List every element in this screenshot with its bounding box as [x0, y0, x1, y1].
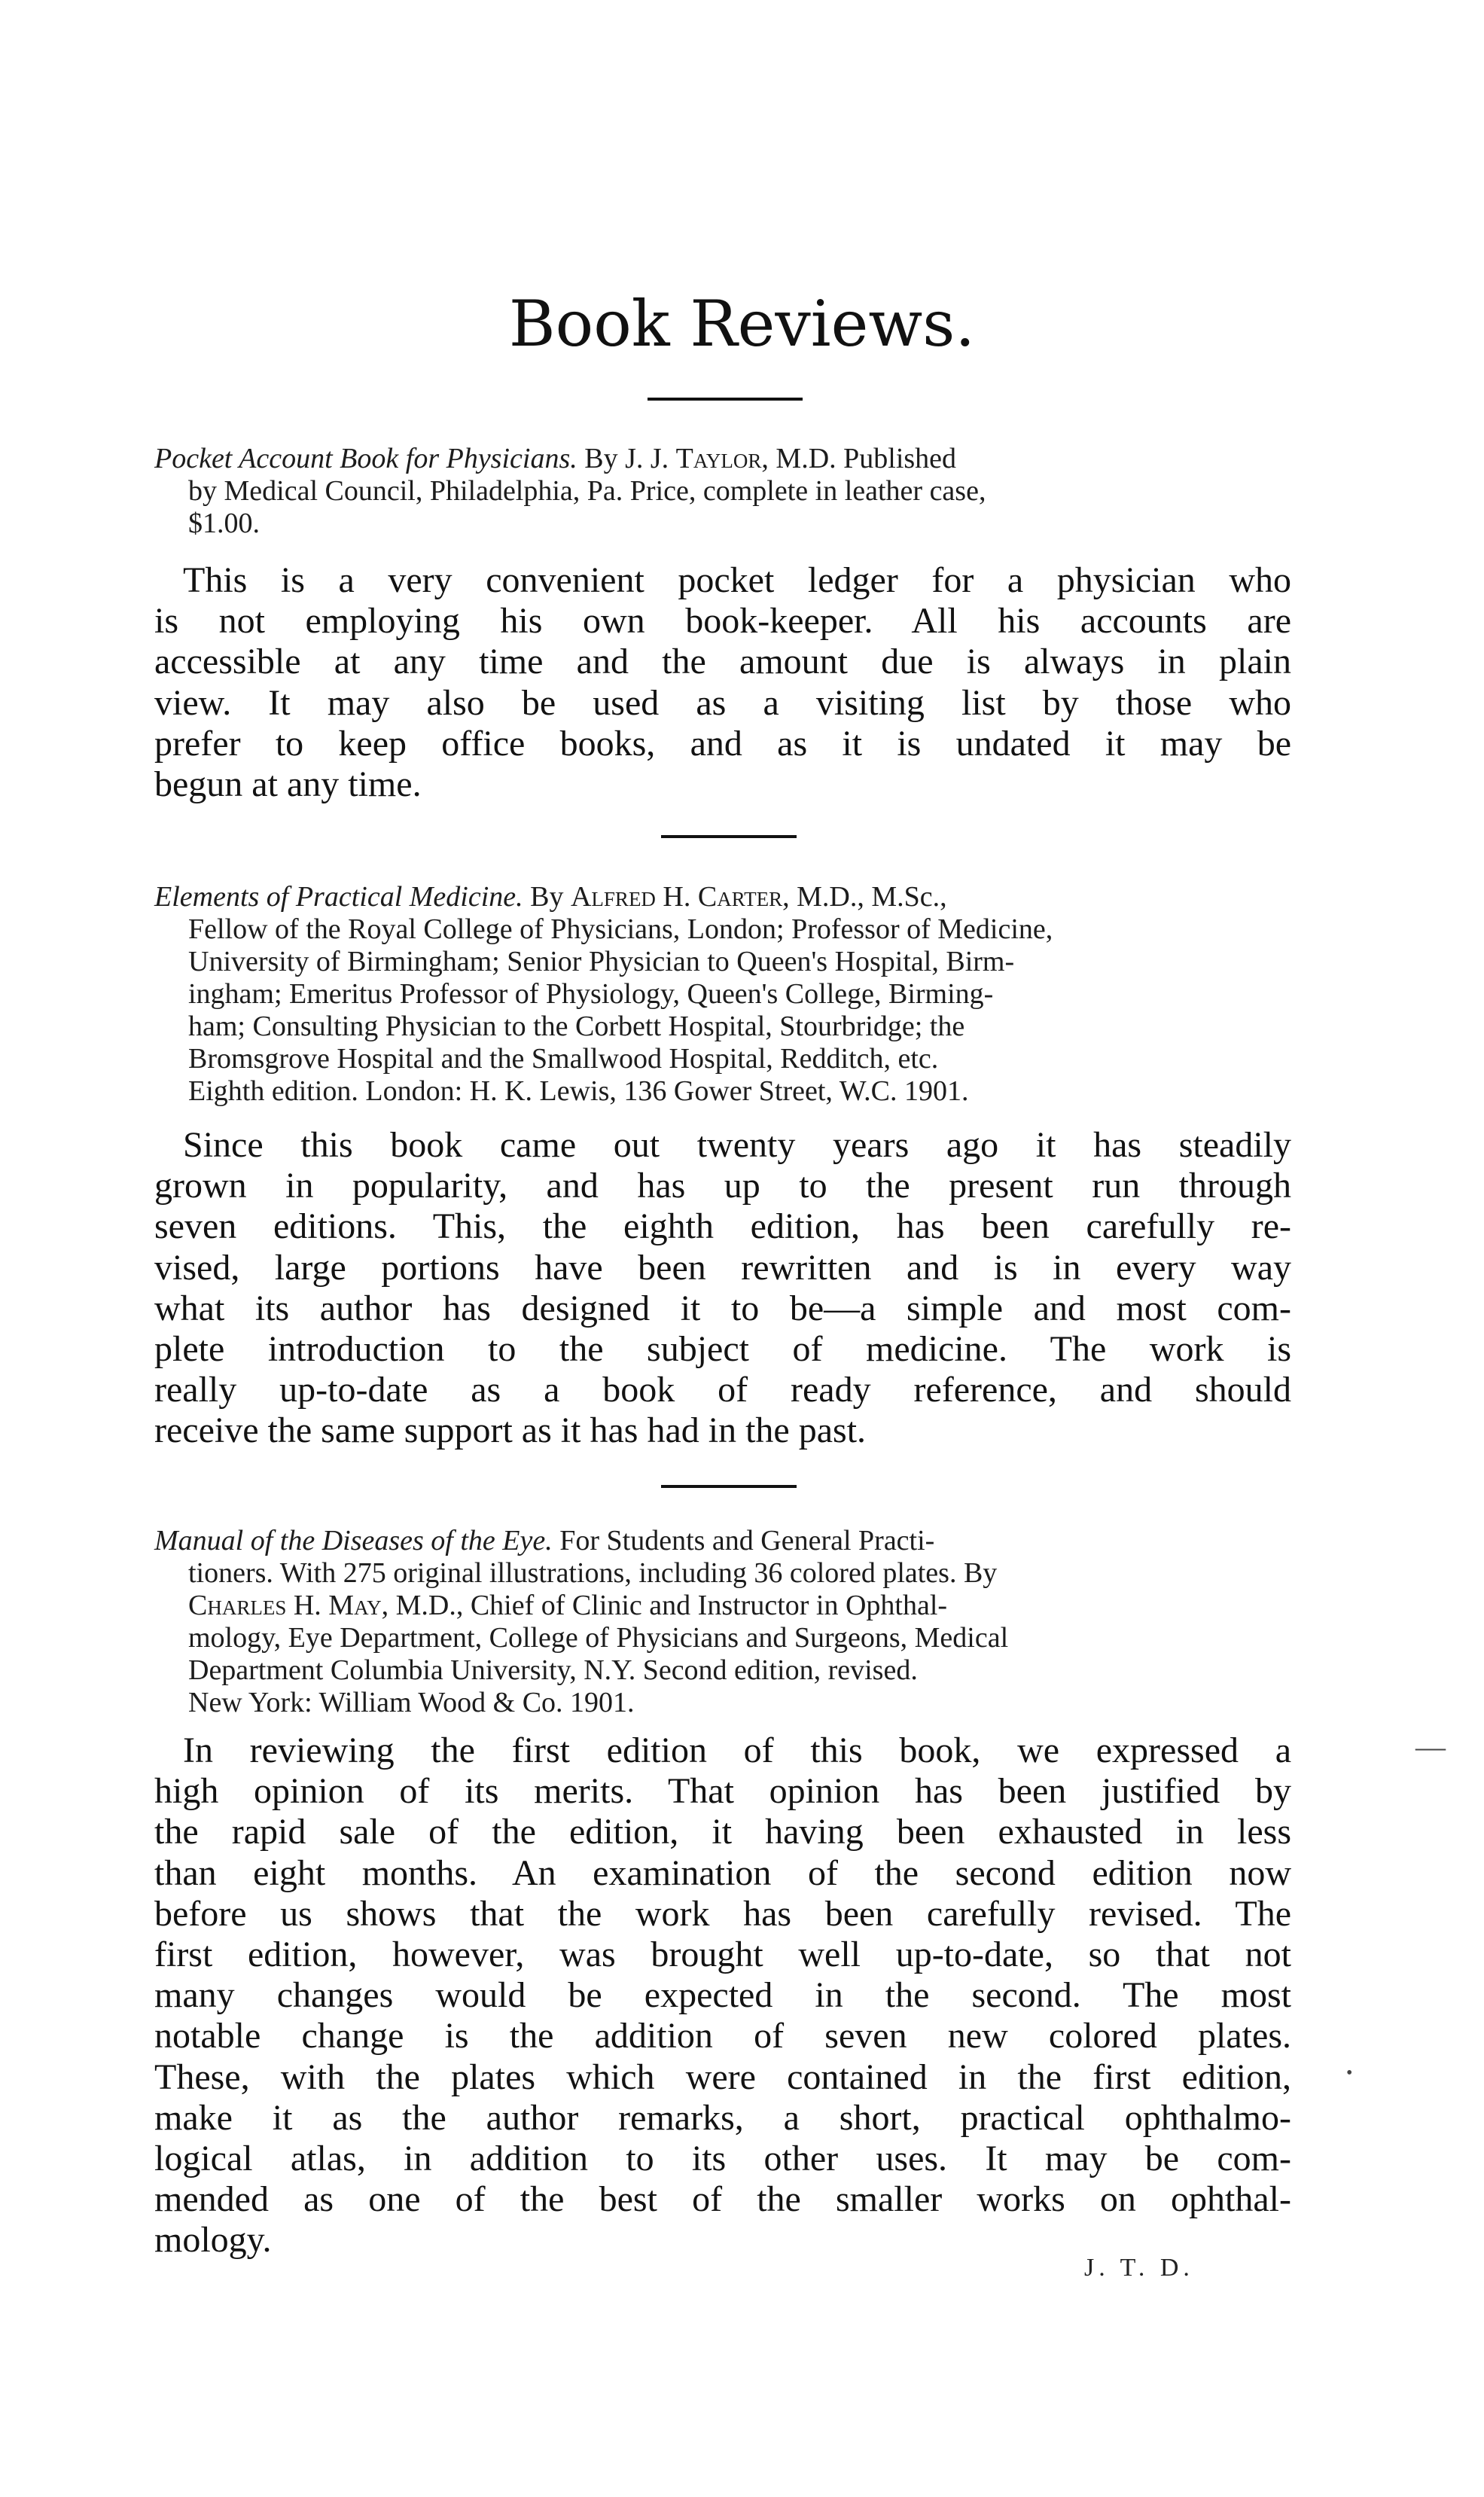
body-line: mended as one of the best of the smaller works on ophthal- — [154, 2179, 1291, 2220]
section-rule — [661, 1485, 797, 1488]
body-line: many changes would be expected in the second. The most — [154, 1975, 1291, 2016]
citation-line: tioners. With 275 original illustrations, including 36 colored plates. By — [188, 1557, 998, 1589]
body-line: These, with the plates which were contained in the first edition, — [154, 2056, 1291, 2097]
review-2-body — [154, 1125, 1291, 1452]
review-1-body — [154, 560, 1291, 805]
reviewer-signature: J. T. D. — [1084, 2254, 1194, 2282]
section-rule — [661, 835, 797, 838]
citation-line: Manual of the Diseases of the Eye. For Students and General Practi- — [154, 1525, 935, 1556]
book-title: Manual of the Diseases of the Eye. — [154, 1525, 553, 1556]
body-line: prefer to keep office books, and as it is undated it may be — [154, 723, 1291, 764]
body-line: is not employing his own book-keeper. All his accounts are — [154, 601, 1291, 642]
body-line: high opinion of its merits. That opinion has been justified by — [154, 1771, 1291, 1812]
body-line: seven editions. This, the eighth edition, has been carefully re- — [154, 1206, 1291, 1247]
review-1-citation — [154, 443, 1291, 540]
citation-line: Bromsgrove Hospital and the Smallwood Hospital, Redditch, etc. — [188, 1043, 939, 1075]
body-line: really up-to-date as a book of ready reference, and should — [154, 1370, 1291, 1410]
body-line: receive the same support as it has had in the past. — [154, 1410, 867, 1451]
body-line: first edition, however, was brought well up-to-date, so that not — [154, 1934, 1291, 1975]
body-line: This is a very convenient pocket ledger for a physician who — [183, 560, 1291, 600]
body-line: accessible at any time and the amount due is always in plain — [154, 642, 1291, 682]
book-title: Elements of Practical Medicine. — [154, 881, 523, 913]
body-line: make it as the author remarks, a short, practical ophthalmo- — [154, 2097, 1291, 2138]
review-3-citation — [154, 1525, 1291, 1719]
body-line: the rapid sale of the edition, it having been exhausted in less — [154, 1812, 1291, 1852]
citation-line: Department Columbia University, N.Y. Second edition, revised. — [188, 1654, 918, 1686]
body-line: logical atlas, in addition to its other uses. It may be com- — [154, 2139, 1291, 2179]
citation-line: Charles H. May, M.D., Chief of Clinic and Instructor in Ophthal- — [188, 1590, 948, 1621]
author-name: Charles H. May — [188, 1590, 382, 1621]
citation-line: ham; Consulting Physician to the Corbett Hospital, Stourbridge; the — [188, 1011, 965, 1042]
citation-line: ingham; Emeritus Professor of Physiology, Queen's College, Birming- — [188, 978, 994, 1010]
citation-line: mology, Eye Department, College of Physicians and Surgeons, Medical — [188, 1622, 1009, 1654]
body-line: mology. — [154, 2220, 272, 2261]
page-title: Book Reviews. — [508, 287, 976, 361]
body-line: what its author has designed it to be—a simple and most com- — [154, 1288, 1291, 1328]
citation-line: New York: William Wood & Co. 1901. — [188, 1687, 635, 1718]
body-line: view. It may also be used as a visiting list by those who — [154, 682, 1291, 723]
review-2-citation — [154, 881, 1291, 1108]
margin-dash: — — [1415, 1730, 1446, 1764]
book-title: Pocket Account Book for Physicians. — [154, 443, 577, 474]
review-3-body — [154, 1730, 1291, 2261]
body-line: than eight months. An examination of the second edition now — [154, 1852, 1291, 1893]
citation-line: Eighth edition. London: H. K. Lewis, 136 Gower Street, W.C. 1901. — [188, 1075, 969, 1107]
body-line: vised, large portions have been rewritten and is in every way — [154, 1247, 1291, 1288]
body-line: notable change is the addition of seven new colored plates. — [154, 2016, 1291, 2056]
body-line: plete introduction to the subject of medicine. The work is — [154, 1329, 1291, 1370]
body-line: begun at any time. — [154, 764, 422, 805]
title-rule — [648, 398, 803, 401]
author-name: Taylor — [675, 443, 762, 474]
margin-dot: • — [1346, 2063, 1353, 2083]
citation-line: $1.00. — [188, 508, 260, 539]
citation-line: Fellow of the Royal College of Physicians, London; Professor of Medicine, — [188, 913, 1053, 945]
body-line: grown in popularity, and has up to the present run through — [154, 1166, 1291, 1206]
body-line: In reviewing the first edition of this book, we expressed a — [183, 1730, 1291, 1770]
author-name: Alfred H. Carter — [570, 881, 783, 913]
citation-line: Elements of Practical Medicine. By Alfred H. Carter, M.D., M.Sc., — [154, 881, 947, 913]
citation-line: by Medical Council, Philadelphia, Pa. Price, complete in leather case, — [188, 475, 986, 507]
citation-line: University of Birmingham; Senior Physician to Queen's Hospital, Birm- — [188, 946, 1015, 977]
body-line: Since this book came out twenty years ago it has steadily — [183, 1125, 1291, 1165]
citation-line: Pocket Account Book for Physicians. By J. J. Taylor, M.D. Published — [154, 443, 957, 474]
body-line: before us shows that the work has been carefully revised. The — [154, 1893, 1291, 1934]
